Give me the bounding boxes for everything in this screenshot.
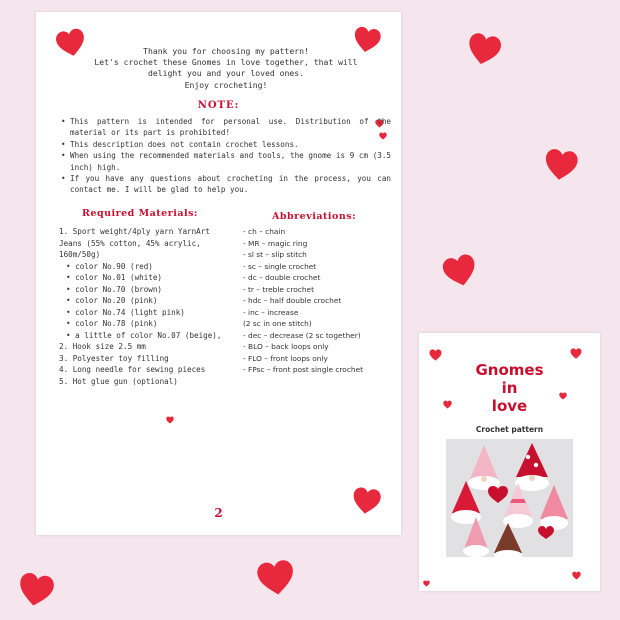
abbreviation-item: - FLO – front loops only [243,353,328,363]
intro-text [76,46,376,91]
abbreviation-item: - BLO – back loops only [243,342,329,351]
heart-icon [166,416,174,424]
cover-subtitle: Crochet pattern [475,425,544,434]
heart-icon [15,570,56,610]
pattern-page [36,12,401,535]
material-color-item: • color No.90 (red) [66,261,153,271]
note-item: • When using the recommended materials and tools, the gnome is 9 cm (3.5 inch) high. [61,150,391,173]
intro-line: Thank you for choosing my pattern! [143,46,309,56]
note-item: • This pattern is intended for personal use. Distribution of the material or its part is prohibited! [61,116,391,139]
note-item: • This description does not contain crochet lessons. [61,139,391,150]
material-line: 1. Sport weight/4ply yarn YarnArt [59,227,210,236]
abbreviation-item: - dc – double crochet [243,273,321,282]
page-number: 2 [214,506,223,520]
material-color-item: • color No.78 (pink) [66,319,158,328]
cover-title [419,361,600,415]
material-color-item: • a little of color No.07 (beige), [66,330,222,340]
cover-title-line: Gnomes [475,361,544,379]
abbreviation-item: - sc – single crochet [243,261,317,271]
heart-icon [423,580,430,587]
note-heading: NOTE: [197,100,240,111]
note-list [61,116,391,196]
crochet-gnomes-photo [446,439,573,557]
heart-icon [542,147,580,183]
abbreviation-item: - inc – increase [243,307,299,317]
material-line: 2. Hook size 2.5 mm [59,342,146,351]
materials-list [59,226,254,387]
heart-icon [429,349,442,361]
material-line: 5. Hot glue gun (optional) [59,376,178,386]
heart-icon [572,571,581,580]
material-color-item: • color No.01 (white) [66,273,163,282]
materials-heading: Required Materials: [82,208,198,219]
material-line: Jeans (55% cotton, 45% acrylic, [59,238,201,248]
material-color-item: • color No.70 (brown) [66,284,163,294]
abbreviation-item: - dec – decrease (2 sc together) [243,330,361,340]
abbreviation-item: - MR – magic ring [243,238,308,248]
abbreviation-item: - hdc – half double crochet [243,296,342,305]
intro-line: delight you and your loved ones. [148,68,304,79]
intro-line: Let's crochet these Gnomes in love together, that will [94,57,358,68]
intro-line: Enjoy crocheting! [184,79,268,90]
cover-title-line: love [491,397,528,415]
abbreviation-item: - FPsc – front post single crochet [243,365,364,374]
abbreviations-heading: Abbreviations: [272,211,357,222]
material-line: 160m/50g) [59,250,101,259]
pattern-cover [419,333,600,591]
material-line: 3. Polyester toy filling [59,353,169,363]
material-color-item: • color No.74 (light pink) [66,307,185,317]
abbreviation-item: - tr – treble crochet [243,284,314,294]
heart-icon [464,30,504,69]
heart-icon [440,251,481,290]
abbreviation-item: - ch – chain [243,227,286,236]
heart-icon [350,485,383,517]
note-item: • If you have any questions about crocheting in the process, you can contact me. I will be glad to help you. [61,173,391,196]
material-color-item: • color No.20 (pink) [66,296,158,305]
material-line: 4. Long needle for sewing pieces [59,365,206,374]
abbreviation-item: - sl st – slip stitch [243,250,307,259]
cover-title-line: in [501,379,518,397]
abbreviation-item: (2 sc in one stitch) [243,319,312,328]
heart-icon [255,558,298,599]
heart-icon [570,348,582,359]
abbreviations-list [243,226,393,376]
